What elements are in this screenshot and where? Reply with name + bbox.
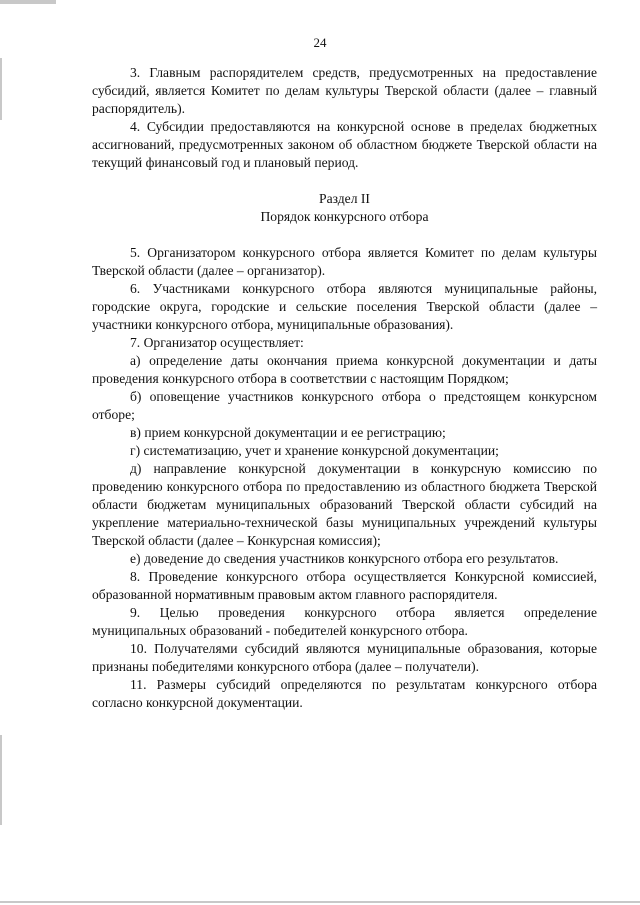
paragraph-11: 11. Размеры субсидий определяются по результатам конкурсного отбора согласно конкурсной документации. xyxy=(92,677,597,710)
paragraph-10: 10. Получателями субсидий являются муниципальные образования, которые признаны победителями конкурсного отбора (далее – получатели). xyxy=(92,641,597,674)
section-title: Порядок конкурсного отбора xyxy=(260,209,429,224)
paragraph-7: 7. Организатор осуществляет: xyxy=(130,335,304,350)
scan-mark-top-left xyxy=(0,0,56,4)
document-body xyxy=(92,64,597,712)
paragraph-7e: е) доведение до сведения участников конкурсного отбора его результатов. xyxy=(130,551,559,566)
paragraph-5: 5. Организатором конкурсного отбора является Комитет по делам культуры Тверской области (далее – организатор). xyxy=(92,245,597,278)
paragraph-7a: а) определение даты окончания приема конкурсной документации и даты проведения конкурсного отбора в соответствии с настоящим Порядком; xyxy=(92,353,597,386)
page-number: 24 xyxy=(313,35,327,50)
section-heading: Раздел II xyxy=(319,191,370,206)
paragraph-7b: б) оповещение участников конкурсного отбора о предстоящем конкурсном отборе; xyxy=(92,389,597,422)
paragraph-4: 4. Субсидии предоставляются на конкурсной основе в пределах бюджетных ассигнований, предусмотренных законом об областном бюджете Тверской области на текущий финансовый год и плановый период. xyxy=(92,119,597,170)
paragraph-7v: в) прием конкурсной документации и ее регистрацию; xyxy=(130,425,446,440)
paragraph-3: 3. Главным распорядителем средств, предусмотренных на предоставление субсидий, является Комитет по делам культуры Тверской области (далее – главный распорядитель). xyxy=(92,65,597,116)
scan-mark-left-edge-upper xyxy=(0,58,2,120)
scan-mark-bottom xyxy=(0,901,640,903)
paragraph-8: 8. Проведение конкурсного отбора осуществляется Конкурсной комиссией, образованной нормативным правовым актом главного распорядителя. xyxy=(92,569,597,602)
paragraph-7d: д) направление конкурсной документации в конкурсную комиссию по проведению конкурсного отбора по предоставлению из областного бюджета Тверской области бюджетам муниципальных образований Тверской области субсидий на укрепление материально-технической базы муниципальных учреждений культуры Тверской области (далее – Конкурсная комиссия); xyxy=(92,461,597,548)
paragraph-7g: г) систематизацию, учет и хранение конкурсной документации; xyxy=(130,443,499,458)
paragraph-9: 9. Целью проведения конкурсного отбора является определение муниципальных образований - победителей конкурсного отбора. xyxy=(92,605,597,638)
paragraph-6: 6. Участниками конкурсного отбора являются муниципальные районы, городские округа, городские и сельские поселения Тверской области (далее – участники конкурсного отбора, муниципальные образования). xyxy=(92,281,597,332)
scan-mark-left-edge-lower xyxy=(0,735,2,825)
